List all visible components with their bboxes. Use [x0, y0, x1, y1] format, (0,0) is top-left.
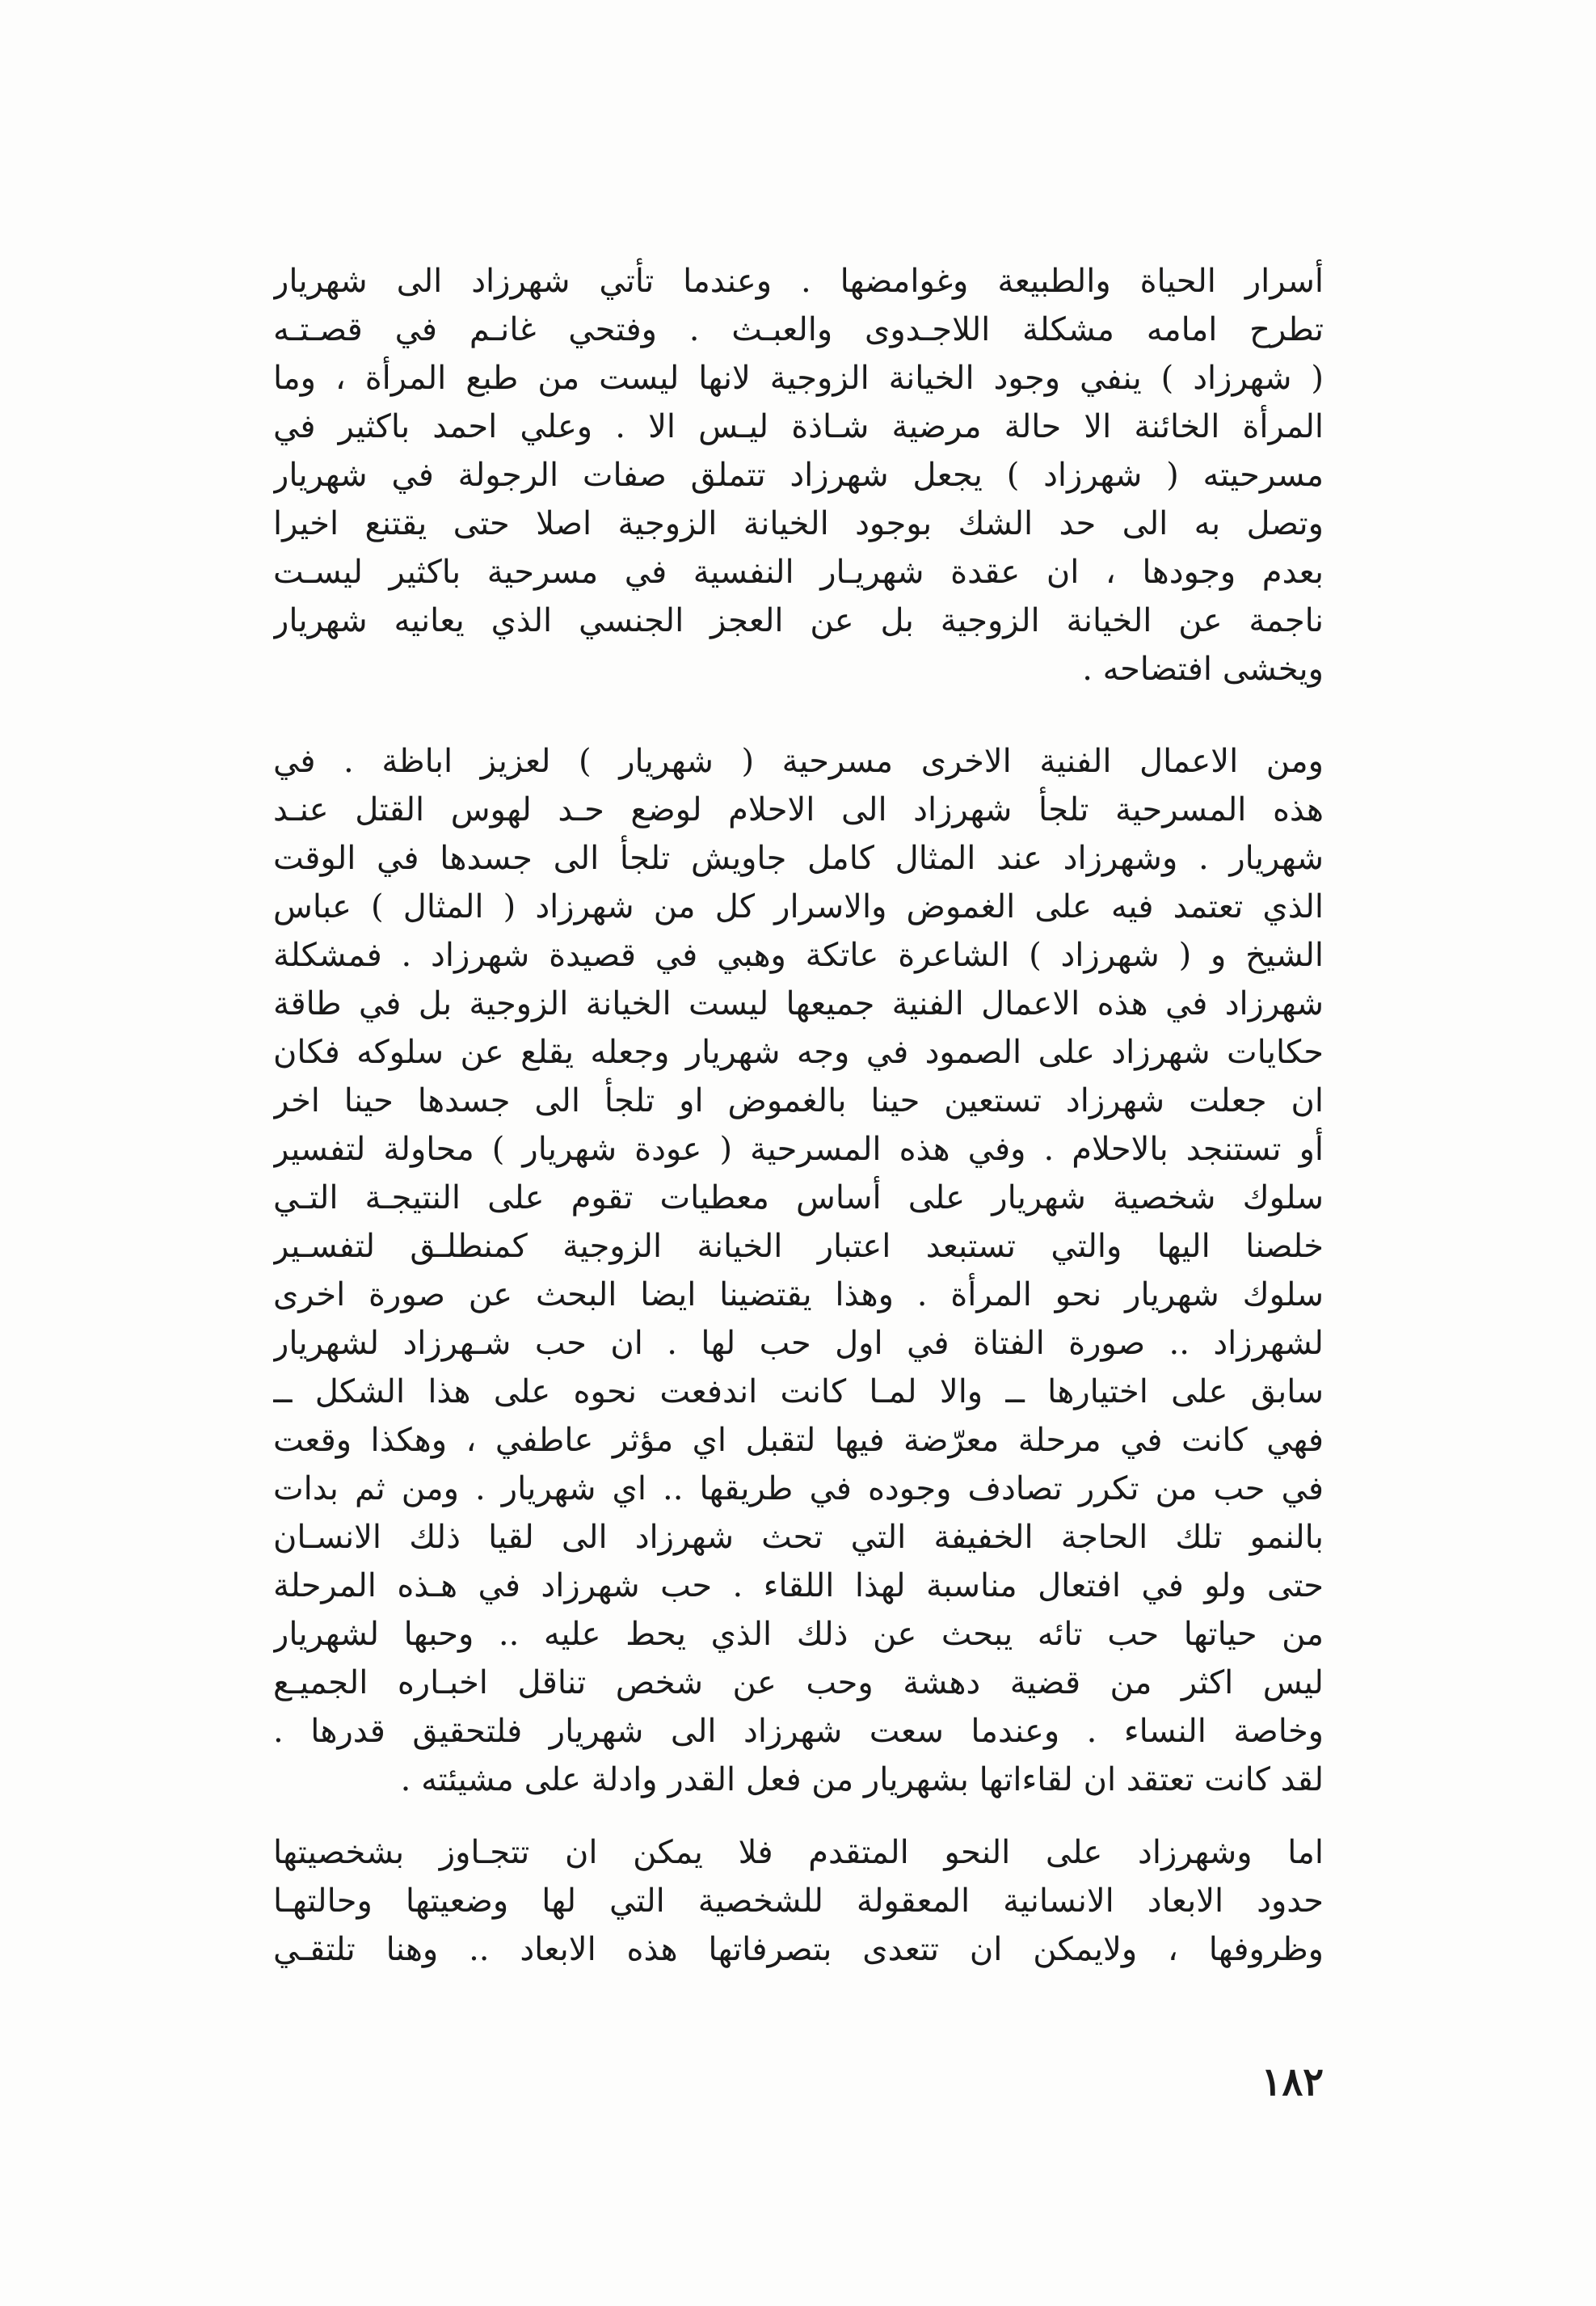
- text-line: وظروفها ، ولايمكن ان تتعدى بتصرفاتها هذه الابعاد .. وهنا تلتقـي: [273, 1931, 1324, 1968]
- text-line: بعدم وجودها ، ان عقدة شهريـار النفسية في مسرحية باكثير ليسـت: [273, 554, 1324, 591]
- text-line: ( شهرزاد ) ينفي وجود الخيانة الزوجية لانها ليست من طبع المرأة ، وما: [273, 360, 1324, 397]
- text-line: تطرح امامه مشكلة اللاجـدوى والعبـث . وفتحي غانـم في قصـتـه: [273, 311, 1324, 348]
- text-line: أسرار الحياة والطبيعة وغوامضها . وعندما تأتي شهرزاد الى شهريار: [273, 263, 1324, 300]
- text-line: اما وشهرزاد على النحو المتقدم فلا يمكن ان تتجـاوز بشخصيتها: [273, 1834, 1324, 1871]
- text-line: حكايات شهرزاد على الصمود في وجه شهريار وجعله يقلع عن سلوكه فكان: [273, 1034, 1324, 1071]
- text-line: مسرحيته ( شهرزاد ) يجعل شهرزاد تتملق صفات الرجولة في شهريار: [273, 457, 1324, 494]
- paragraph-1: [273, 257, 1324, 693]
- text-line: أو تستنجد بالاحلام . وفي هذه المسرحية ( عودة شهريار ) محاولة لتفسير: [273, 1131, 1324, 1168]
- text-line: هذه المسرحية تلجأ شهرزاد الى الاحلام لوضع حـد لهوس القتل عنـد: [273, 791, 1324, 828]
- text-line: الذي تعتمد فيه على الغموض والاسرار كل من شهرزاد ( المثال ) عباس: [273, 888, 1324, 925]
- text-line: وخاصة النساء . وعندما سعت شهرزاد الى شهريار فلتحقيق قدرها .: [273, 1713, 1324, 1750]
- text-line: في حب من تكرر تصادف وجوده في طريقها .. اي شهريار . ومن ثم بدات: [273, 1470, 1324, 1507]
- page-number: ١٨٢: [1261, 2059, 1324, 2105]
- text-line: خلصنا اليها والتي تستبعد اعتبار الخيانة الزوجية كمنطلـق لتفسـير: [273, 1228, 1324, 1265]
- text-line: شهريار . وشهرزاد عند المثال كامل جاويش تلجأ الى جسدها في الوقت: [273, 840, 1324, 877]
- text-line: ويخشى افتضاحه .: [1082, 651, 1324, 688]
- text-line: حدود الابعاد الانسانية المعقولة للشخصية التي لها وضعيتها وحالتهـا: [273, 1882, 1324, 1920]
- paragraph-2: [273, 737, 1324, 1804]
- text-line: لشهرزاد .. صورة الفتاة في اول حب لها . ان حب شـهرزاد لشهريار: [273, 1325, 1324, 1362]
- text-line: شهرزاد في هذه الاعمال الفنية جميعها ليست الخيانة الزوجية بل في طاقة: [273, 985, 1324, 1022]
- text-line: سلوك شهريار نحو المرأة . وهذا يقتضينا ايضا البحث عن صورة اخرى: [273, 1276, 1324, 1313]
- text-line: سلوك شخصية شهريار على أساس معطيات تقوم على النتيجـة التـي: [273, 1179, 1324, 1216]
- text-line: من حياتها حب تائه يبحث عن ذلك الذي يحط عليه .. وحبها لشهريار: [273, 1616, 1324, 1653]
- text-line: ان جعلت شهرزاد تستعين حينا بالغموض او تلجأ الى جسدها حينا اخر: [273, 1082, 1324, 1119]
- text-line: ومن الاعمال الفنية الاخرى مسرحية ( شهريار ) لعزيز اباظة . في: [273, 743, 1324, 780]
- text-line: لقد كانت تعتقد ان لقاءاتها بشهريار من فعل القدر وادلة على مشيئته .: [400, 1761, 1324, 1798]
- text-line: فهي كانت في مرحلة معرّضة فيها لتقبل اي مؤثر عاطفي ، وهكذا وقعت: [273, 1422, 1324, 1459]
- paragraph-3: [273, 1828, 1324, 1974]
- text-line: بالنمو تلك الحاجة الخفيفة التي تحث شهرزاد الى لقيا ذلك الانسـان: [273, 1519, 1324, 1556]
- text-line: ناجمة عن الخيانة الزوجية بل عن العجز الجنسي الذي يعانيه شهريار: [273, 602, 1324, 639]
- text-line: المرأة الخائنة الا حالة مرضية شـاذة ليـس الا . وعلي احمد باكثير في: [273, 408, 1324, 445]
- text-line: سابق على اختيارها ــ والا لمـا كانت اندفعت نحوه على هذا الشكل ــ: [273, 1373, 1324, 1410]
- text-line: الشيخ و ( شهرزاد ) الشاعرة عاتكة وهبي في قصيدة شهرزاد . فمشكلة: [273, 937, 1324, 974]
- text-line: وتصل به الى حد الشك بوجود الخيانة الزوجية اصلا حتى يقتنع اخيرا: [273, 505, 1324, 542]
- text-line: ليس اكثر من قضية دهشة وحب عن شخص تناقل اخبـاره الجميـع: [273, 1664, 1324, 1701]
- text-line: حتى ولو في افتعال مناسبة لهذا اللقاء . حب شهرزاد في هـذه المرحلة: [273, 1567, 1324, 1604]
